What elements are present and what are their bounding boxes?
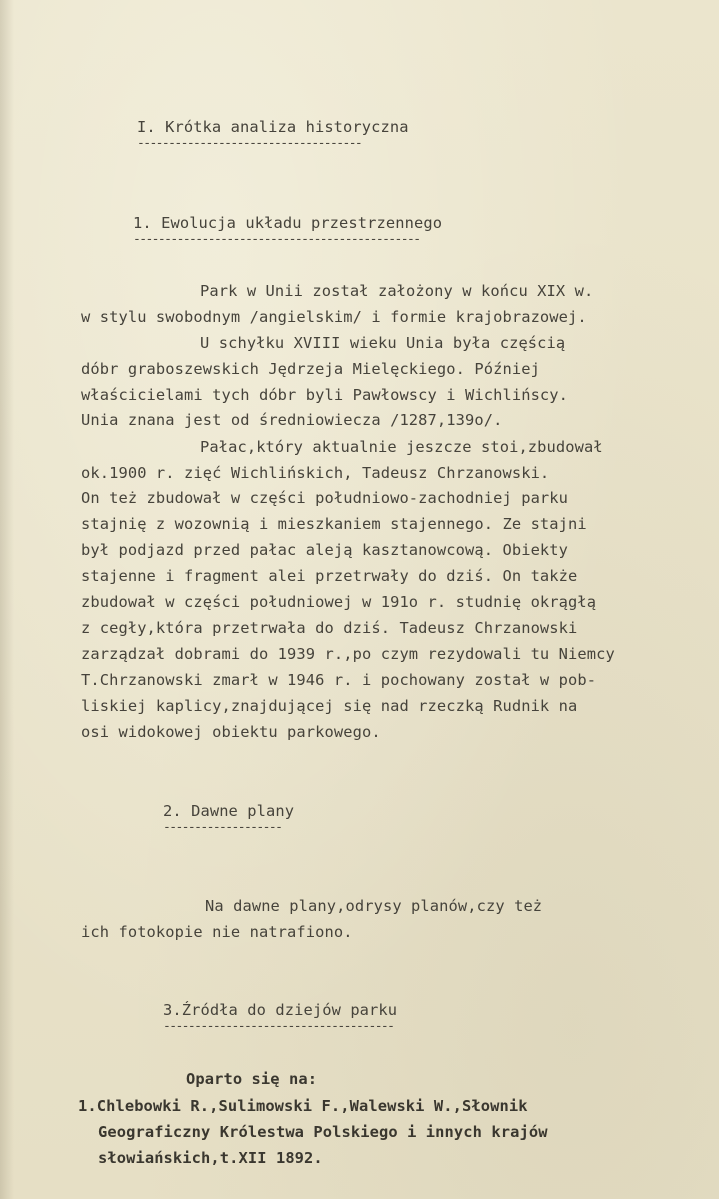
main-heading: I. Krótka analiza historyczna <box>137 118 409 136</box>
section1-line-3: U schyłku XVIII wieku Unia była częścią <box>200 334 566 352</box>
section3-intro: Oparto się na: <box>186 1070 318 1088</box>
section1-line-13: zbudował w części południowej w 191o r. studnię okrągłą <box>81 593 597 611</box>
section1-line-5: właścicielami tych dóbr byli Pawłowscy i Wichlińscy. <box>81 386 569 404</box>
section3-title: 3.Źródła do dziejów parku <box>163 1001 398 1019</box>
section1-line-2: w stylu swobodnym /angielskim/ i formie krajobrazowej. <box>81 308 587 326</box>
section3-source-line-2: Geograficzny Królestwa Polskiego i innych krajów <box>98 1123 548 1141</box>
section1-line-10: stajnię z wozownią i mieszkaniem stajennego. Ze stajni <box>81 515 587 533</box>
section3-underline: ------------------------------------- <box>163 1019 394 1034</box>
section1-line-6: Unia znana jest od średniowiecza /1287,139o/. <box>81 411 503 429</box>
section1-line-16: T.Chrzanowski zmarł w 1946 r. i pochowany został w pob- <box>81 671 597 689</box>
section1-line-12: stajenne i fragment alei przetrwały do dziś. On także <box>81 567 578 585</box>
section2-line-2: ich fotokopie nie natrafiono. <box>81 923 353 941</box>
section1-line-11: był podjazd przed pałac aleją kasztanowcową. Obiekty <box>81 541 569 559</box>
section1-line-18: osi widokowej obiektu parkowego. <box>81 723 381 741</box>
section1-underline: ---------------------------------------------- <box>133 232 420 247</box>
main-heading-underline: ------------------------------------ <box>137 136 362 151</box>
section1-line-17: liskiej kaplicy,znajdującej się nad rzeczką Rudnik na <box>81 697 578 715</box>
section1-line-8: ok.1900 r. zięć Wichlińskich, Tadeusz Chrzanowski. <box>81 464 550 482</box>
section1-line-1: Park w Unii został założony w końcu XIX w. <box>200 282 594 300</box>
section1-title: 1. Ewolucja układu przestrzennego <box>133 214 443 232</box>
page-shadow-edge <box>0 0 14 1199</box>
section1-line-14: z cegły,która przetrwała do dziś. Tadeusz Chrzanowski <box>81 619 578 637</box>
section1-line-4: dóbr graboszewskich Jędrzeja Mielęckiego. Później <box>81 360 540 378</box>
section1-line-7: Pałac,który aktualnie jeszcze stoi,zbudował <box>200 438 603 456</box>
section3-source-line-1: 1.Chlebowki R.,Sulimowski F.,Walewski W.,Słownik <box>78 1097 528 1115</box>
section2-underline: ------------------- <box>163 820 282 835</box>
section3-source-line-3: słowiańskich,t.XII 1892. <box>98 1149 323 1167</box>
section1-line-9: On też zbudował w części południowo-zachodniej parku <box>81 489 569 507</box>
section2-title: 2. Dawne plany <box>163 802 295 820</box>
section1-line-15: zarządzał dobrami do 1939 r.,po czym rezydowali tu Niemcy <box>81 645 615 663</box>
section2-line-1: Na dawne plany,odrysy planów,czy też <box>205 897 543 915</box>
